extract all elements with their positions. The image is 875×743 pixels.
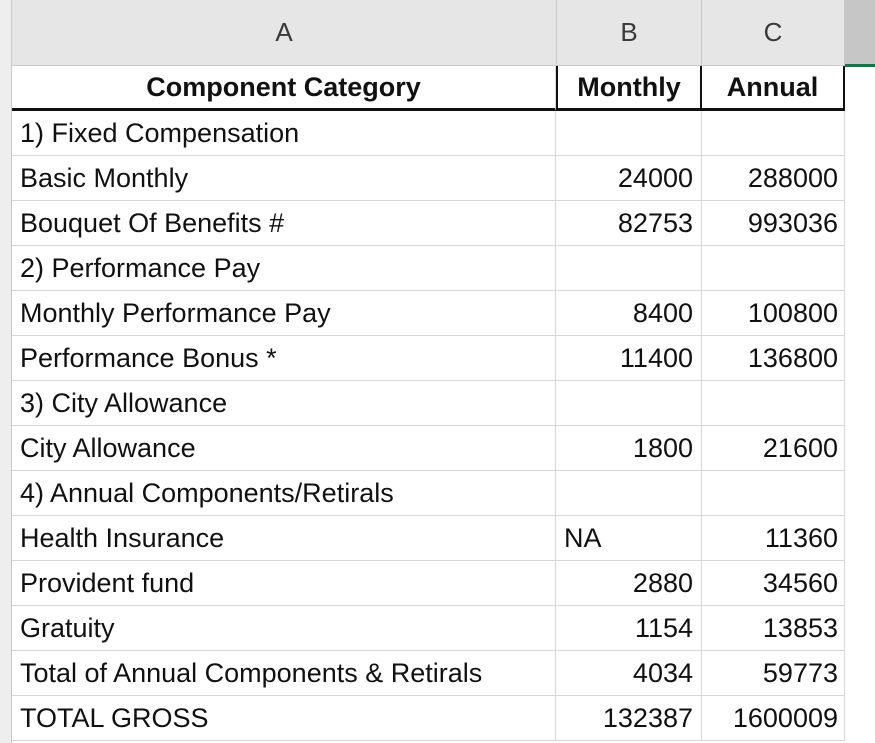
cell-monthly[interactable] <box>556 471 702 516</box>
cell-monthly[interactable]: 2880 <box>556 561 702 606</box>
cell-label[interactable]: 4) Annual Components/Retirals <box>12 471 556 516</box>
cell-header-monthly[interactable]: Monthly <box>556 66 702 111</box>
table-row <box>12 291 845 336</box>
cell-label[interactable]: 2) Performance Pay <box>12 246 556 291</box>
cell-monthly[interactable]: 82753 <box>556 201 702 246</box>
cell-annual[interactable] <box>702 246 845 291</box>
selection-indicator <box>845 64 875 67</box>
cell-annual[interactable]: 136800 <box>702 336 845 381</box>
table-row <box>12 336 845 381</box>
cell-monthly[interactable] <box>556 381 702 426</box>
cell-annual[interactable]: 993036 <box>702 201 845 246</box>
cell-monthly[interactable] <box>556 246 702 291</box>
cell-label[interactable]: Monthly Performance Pay <box>12 291 556 336</box>
cell-monthly[interactable]: 8400 <box>556 291 702 336</box>
cell-annual[interactable]: 288000 <box>702 156 845 201</box>
table-row <box>12 696 845 741</box>
cell-annual[interactable]: 34560 <box>702 561 845 606</box>
table-row <box>12 111 845 156</box>
cell-monthly[interactable]: 1800 <box>556 426 702 471</box>
cell-monthly[interactable]: 24000 <box>556 156 702 201</box>
cell-monthly[interactable]: 132387 <box>556 696 702 741</box>
table-row <box>12 156 845 201</box>
cell-monthly[interactable]: 1154 <box>556 606 702 651</box>
table-row <box>12 426 845 471</box>
table-row <box>12 516 845 561</box>
column-header-b[interactable]: B <box>557 0 702 66</box>
column-header-a[interactable]: A <box>12 0 557 66</box>
cell-monthly[interactable]: NA <box>556 516 702 561</box>
cell-annual[interactable]: 13853 <box>702 606 845 651</box>
cell-header-category[interactable]: Component Category <box>12 66 556 111</box>
column-header-c[interactable]: C <box>702 0 845 66</box>
table-row <box>12 561 845 606</box>
cell-label[interactable]: 3) City Allowance <box>12 381 556 426</box>
cell-label[interactable]: Total of Annual Components & Retirals <box>12 651 556 696</box>
cell-label[interactable]: 1) Fixed Compensation <box>12 111 556 156</box>
cell-label[interactable]: TOTAL GROSS <box>12 696 556 741</box>
cell-annual[interactable]: 11360 <box>702 516 845 561</box>
header-row <box>12 66 845 111</box>
cell-monthly[interactable]: 4034 <box>556 651 702 696</box>
cell-label[interactable]: Bouquet Of Benefits # <box>12 201 556 246</box>
cell-annual[interactable]: 21600 <box>702 426 845 471</box>
cell-label[interactable]: Basic Monthly <box>12 156 556 201</box>
cell-header-annual[interactable]: Annual <box>702 66 845 111</box>
cell-annual[interactable] <box>702 471 845 516</box>
cell-annual[interactable]: 100800 <box>702 291 845 336</box>
cell-label[interactable]: Gratuity <box>12 606 556 651</box>
cell-monthly[interactable]: 11400 <box>556 336 702 381</box>
cell-monthly[interactable] <box>556 111 702 156</box>
cell-annual[interactable] <box>702 111 845 156</box>
scroll-corner <box>845 0 875 66</box>
table-row <box>12 471 845 516</box>
cell-label[interactable]: Provident fund <box>12 561 556 606</box>
table-row <box>12 201 845 246</box>
cell-annual[interactable]: 59773 <box>702 651 845 696</box>
table-row <box>12 246 845 291</box>
cell-label[interactable]: Performance Bonus * <box>12 336 556 381</box>
table-row <box>12 651 845 696</box>
cell-label[interactable]: City Allowance <box>12 426 556 471</box>
cell-label[interactable]: Health Insurance <box>12 516 556 561</box>
table-row <box>12 381 845 426</box>
row-header-strip <box>0 0 12 743</box>
table-row <box>12 606 845 651</box>
cell-annual[interactable]: 1600009 <box>702 696 845 741</box>
cell-annual[interactable] <box>702 381 845 426</box>
